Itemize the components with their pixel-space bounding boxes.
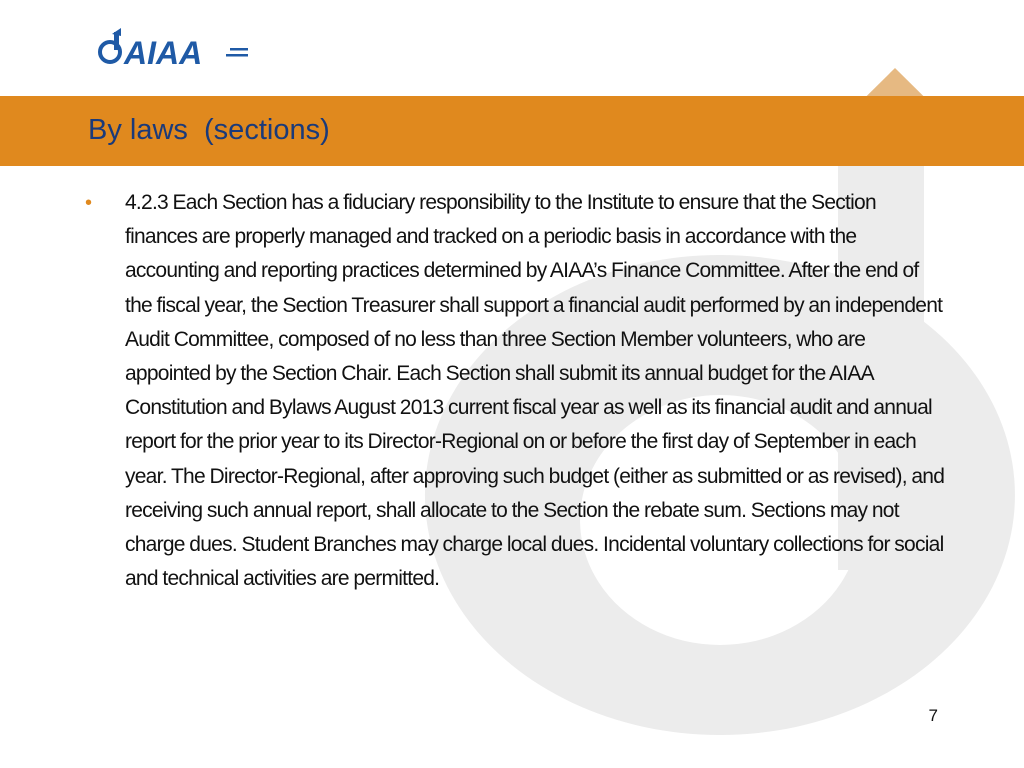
aiaa-logo-icon: [98, 28, 250, 68]
page-number: 7: [928, 706, 938, 725]
bullet-item: [85, 186, 945, 596]
bullet-text: 4.2.3 Each Section has a fiduciary responsibility to the Institute to ensure that the Section finances are properly managed and tracked on a periodic basis in accordance with the accounting and reporting practices determined by AIAA’s Finance Committee. After the end of the fiscal year, the Section Treasurer shall support a financial audit performed by an independent Audit Committee, composed of no less than three Section Member volunteers, who are appointed by the Section Chair. Each Section shall submit its annual budget for the AIAA Constitution and Bylaws August 2013 current fiscal year as well as its financial audit and annual report for the prior year to its Director-Regional on or before the first day of September in each year. The Director-Regional, after approving such budget (either as submitted or as revised), and receiving such annual report, shall allocate to the Section the rebate sum. Sections may not charge dues. Student Branches may charge local dues. Incidental voluntary collections for social and technical activities are permitted.: [125, 191, 945, 591]
bullet-marker: •: [85, 192, 93, 214]
slide-content: [85, 186, 945, 596]
logo-text: AIAA: [124, 35, 203, 68]
slide-title: By laws (sections): [88, 114, 330, 146]
